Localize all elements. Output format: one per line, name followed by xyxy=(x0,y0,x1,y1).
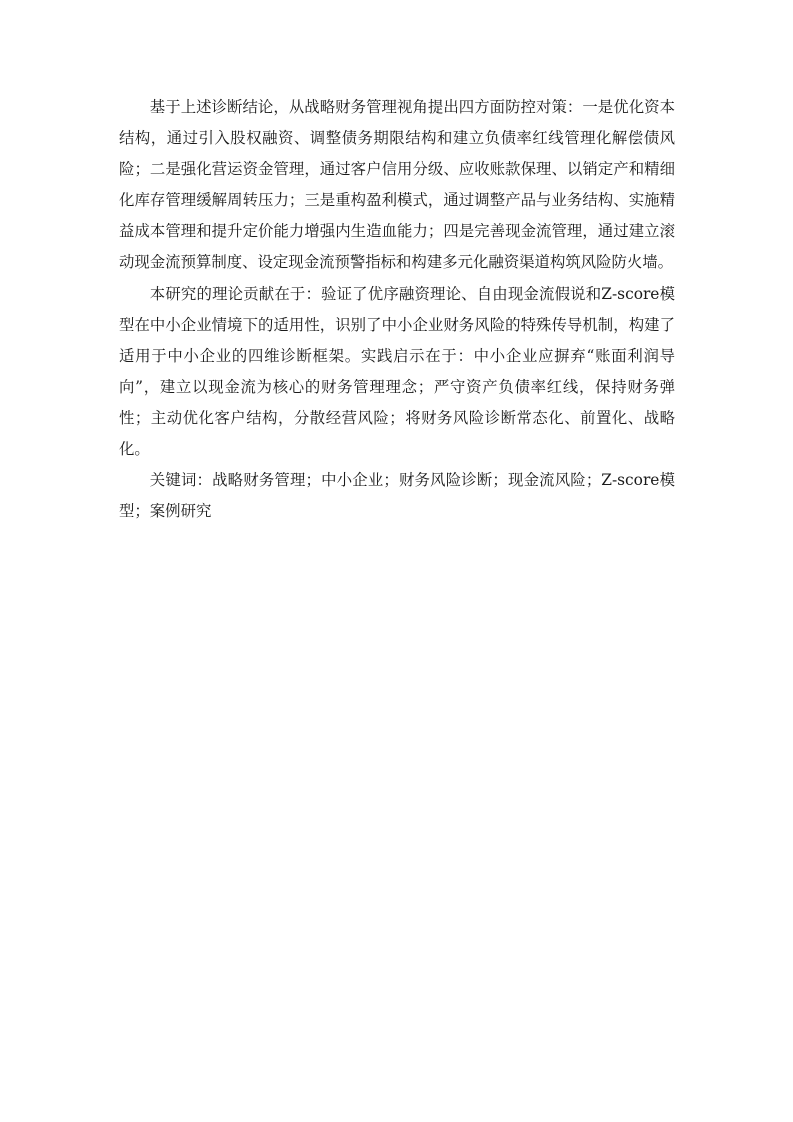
paragraph-keywords: 关键词：战略财务管理；中小企业；财务风险诊断；现金流风险；Z-score模型；案例研究 xyxy=(119,471,675,521)
document-body xyxy=(119,92,675,527)
paragraph-countermeasures: 基于上述诊断结论，从战略财务管理视角提出四方面防控对策：一是优化资本结构，通过引入股权融资、调整债务期限结构和建立负债率红线管理化解偿债风险；二是强化营运资金管理，通过客户信用分级、应收账款保理、以销定产和精细化库存管理缓解周转压力；三是重构盈利模式，通过调整产品与业务结构、实施精益成本管理和提升定价能力增强内生造血能力；四是完善现金流管理，通过建立滚动现金流预算制度、设定现金流预警指标和构建多元化融资渠道构筑风险防火墙。 xyxy=(119,98,675,272)
paragraph-contributions: 本研究的理论贡献在于：验证了优序融资理论、自由现金流假说和Z-score模型在中小企业情境下的适用性，识别了中小企业财务风险的特殊传导机制，构建了适用于中小企业的四维诊断框架。实践启示在于：中小企业应摒弃“账面利润导向”，建立以现金流为核心的财务管理理念；严守资产负债率红线，保持财务弹性；主动优化客户结构，分散经营风险；将财务风险诊断常态化、前置化、战略化。 xyxy=(119,284,675,459)
